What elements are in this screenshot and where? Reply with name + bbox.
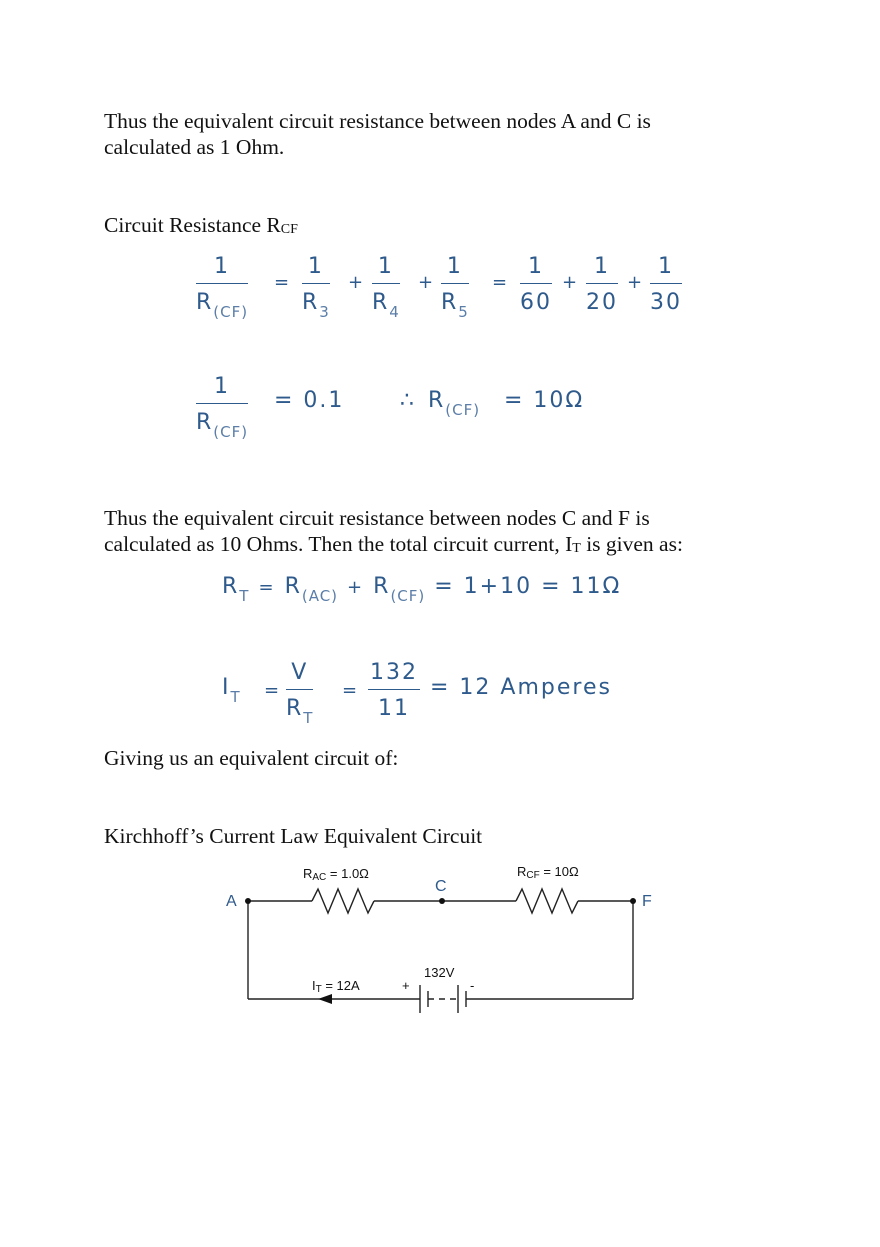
label-rcf: RCF = 10Ω (517, 864, 579, 881)
node-c-dot (439, 898, 445, 904)
therefore-symbol: ∴ (400, 388, 416, 413)
value-0-1: = 0.1 (274, 388, 345, 413)
numerator: 1 (528, 254, 544, 279)
denominator: $R_4$ (372, 290, 400, 321)
text-line: calculated as 10 Ohms. Then the total circuit current, I (104, 532, 573, 556)
numerator: 1 (658, 254, 674, 279)
equals-sign: = (342, 680, 360, 701)
denominator: $R_T$ (286, 696, 314, 727)
subscript: T (572, 541, 581, 556)
numerator: 1 (594, 254, 610, 279)
current-value: = 12 Amperes (430, 675, 612, 700)
denominator: $R_{(CF)}$ (196, 410, 249, 441)
equals-sign: = (274, 272, 292, 293)
numerator: 1 (214, 254, 231, 279)
rcf-value: = 10Ω (504, 388, 585, 413)
denominator: 60 (520, 290, 552, 315)
rcf-symbol: $R_{(CF)}$ (428, 388, 481, 419)
numerator: 1 (214, 374, 231, 399)
denominator: 30 (650, 290, 682, 315)
label-node-c: C (435, 878, 447, 895)
denominator: $R_{(CF)}$ (196, 290, 249, 321)
resistor-rcf-icon (516, 889, 578, 913)
label-node-a: A (226, 893, 237, 910)
numerator: 1 (307, 254, 324, 279)
label-battery-plus: + (402, 978, 410, 993)
label-current: IT = 12A (312, 978, 360, 995)
label-voltage: 132V (424, 965, 455, 980)
text-line: Kirchhoff’s Current Law Equivalent Circuit (104, 824, 483, 848)
it-symbol: $I_T$ (222, 675, 241, 706)
plus-sign: + (348, 272, 366, 293)
denominator: 11 (378, 696, 410, 721)
text-line: Giving us an equivalent circuit of: (104, 746, 399, 770)
numerator: 1 (446, 254, 463, 279)
plus-sign: + (562, 272, 580, 293)
numerator: 132 (370, 660, 418, 685)
label-battery-minus: - (470, 978, 475, 993)
denominator: $R_5$ (441, 290, 469, 321)
label-node-f: F (642, 893, 652, 910)
resistor-rac-icon (312, 889, 374, 913)
subscript: CF (280, 222, 298, 237)
denominator: 20 (586, 290, 618, 315)
text-line: Thus the equivalent circuit resistance between nodes A and C is (104, 109, 651, 133)
text-line: Thus the equivalent circuit resistance between nodes C and F is (104, 506, 650, 530)
text-line: Circuit Resistance R (104, 213, 281, 237)
equation-total-resistance: $R_T = R_{(AC)} + R_{(CF)} = 1+10 = 11\Omega$ (222, 574, 622, 605)
plus-sign: + (627, 272, 645, 293)
current-arrow-icon (318, 994, 332, 1004)
equals-sign: = (264, 680, 282, 701)
numerator: V (291, 660, 309, 685)
text-line: calculated as 1 Ohm. (104, 135, 285, 159)
numerator: 1 (377, 254, 394, 279)
node-f-dot (630, 898, 636, 904)
label-rac: RAC = 1.0Ω (303, 866, 369, 883)
denominator: $R_3$ (302, 290, 330, 321)
plus-sign: + (418, 272, 436, 293)
equals-sign: = (492, 272, 510, 293)
text-line: is given as: (580, 532, 683, 556)
node-a-dot (245, 898, 251, 904)
